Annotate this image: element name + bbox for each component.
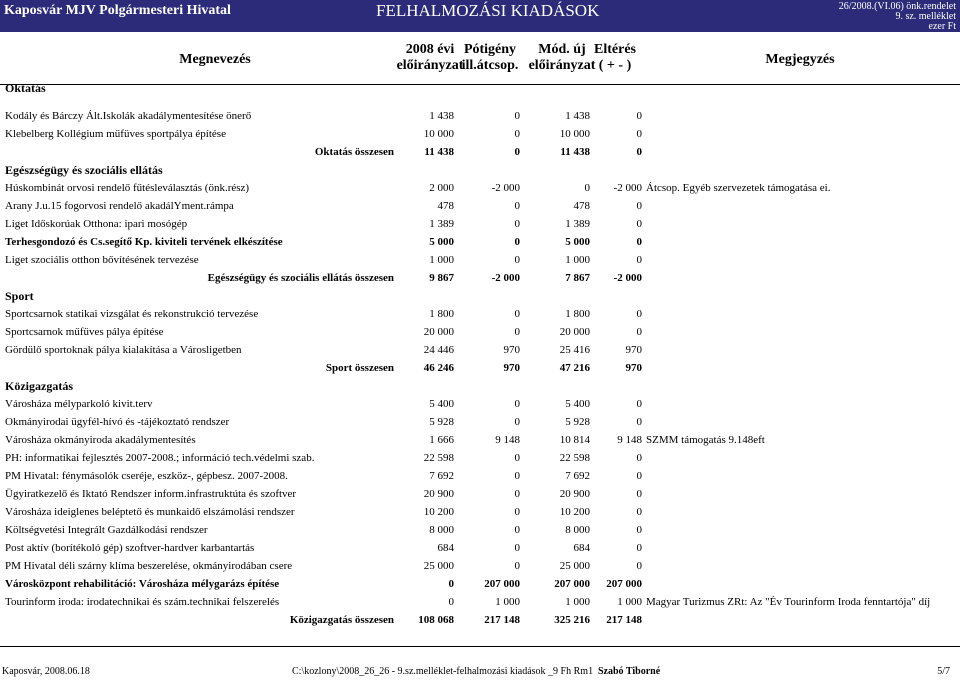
- document-title: FELHALMOZÁSI KIADÁSOK: [376, 1, 600, 20]
- original-appropriation-value: 5 928: [429, 416, 454, 428]
- section-heading: Egészségügy és szociális ellátás: [5, 163, 163, 177]
- col-header-supplement: Pótigény ill.átcsop.: [461, 42, 519, 73]
- item-label: Liget Időskorúak Otthona: ipari mosógép: [5, 218, 188, 230]
- original-appropriation-value: 478: [437, 200, 454, 212]
- subtotal-row: [0, 611, 960, 629]
- item-label: Terhesgondozó és Cs.segítő Kp. kiviteli tervének elkészítése: [5, 236, 283, 248]
- section-heading-row: [0, 161, 960, 179]
- modified-appropriation-value: 478: [573, 200, 590, 212]
- footer-place-date: Kaposvár, 2008.06.18: [2, 666, 90, 677]
- modified-appropriation-value: 684: [573, 542, 590, 554]
- document-header-bar: [0, 0, 960, 32]
- supplement-value: 0: [514, 326, 520, 338]
- supplement-value: 0: [514, 236, 520, 248]
- modified-appropriation-value: 20 900: [559, 488, 590, 500]
- original-appropriation-value: 1 800: [429, 308, 454, 320]
- item-label: Okmányirodai ügyfél-hívó és -tájékoztató rendszer: [5, 416, 230, 428]
- item-label: Gördülő sportoknak pálya kialakítása a Városligetben: [5, 344, 242, 356]
- remark: Átcsop. Egyéb szervezetek támogatása ei.: [646, 182, 831, 194]
- footer-file-path: C:\kozlony\2008_26_26 - 9.sz.melléklet-felhalmozási kiadások _9 Fh Rm1: [292, 666, 594, 677]
- col-header-name: Megnevezés: [179, 52, 251, 67]
- table-row: [0, 431, 960, 449]
- col-header-note: Megjegyzés: [765, 52, 835, 67]
- supplement-value: 0: [514, 308, 520, 320]
- modified-appropriation-value: 1 438: [565, 110, 590, 122]
- difference-value: 0: [636, 254, 642, 266]
- difference-value: 0: [636, 200, 642, 212]
- supplement-value: 0: [514, 110, 520, 122]
- difference-value: 0: [636, 470, 642, 482]
- supplement-value: 0: [514, 470, 520, 482]
- supplement-value: 0: [514, 506, 520, 518]
- modified-appropriation-value: 7 692: [565, 470, 590, 482]
- supplement-value: 0: [514, 398, 520, 410]
- item-label: Városközpont rehabilitáció: Városháza mélygarázs építése: [5, 578, 280, 590]
- original-appropriation-value: 20 000: [423, 326, 454, 338]
- table-row: [0, 341, 960, 359]
- table-row: [0, 449, 960, 467]
- modified-appropriation-value: 1 000: [565, 254, 590, 266]
- section-heading: Sport: [5, 289, 34, 303]
- supplement-value: 1 000: [495, 596, 520, 608]
- footer-page-number: 5/7: [937, 666, 950, 677]
- modified-appropriation-value: 7 867: [565, 272, 590, 284]
- annex-number: 9. sz. melléklet: [895, 11, 956, 22]
- table-row: [0, 467, 960, 485]
- difference-value: 0: [636, 110, 642, 122]
- supplement-value: 0: [514, 200, 520, 212]
- decree-reference: 26/2008.(VI.06) önk.rendelet: [838, 1, 956, 12]
- difference-value: 0: [636, 236, 642, 248]
- supplement-value: 0: [514, 146, 520, 158]
- modified-appropriation-value: 1 800: [565, 308, 590, 320]
- table-row: [0, 557, 960, 575]
- subtotal-label: Sport összesen: [325, 362, 394, 374]
- modified-appropriation-value: 1 389: [565, 218, 590, 230]
- modified-appropriation-value: 325 216: [554, 614, 590, 626]
- remark: SZMM támogatás 9.148eft: [646, 434, 765, 446]
- item-label: Post aktív (borítékoló gép) szoftver-hardver karbantartás: [5, 542, 255, 554]
- table-row: [0, 395, 960, 413]
- difference-value: 0: [636, 146, 642, 158]
- table-row: [0, 233, 960, 251]
- original-appropriation-value: 2 000: [429, 182, 454, 194]
- difference-value: -2 000: [613, 272, 642, 284]
- difference-value: 207 000: [606, 578, 642, 590]
- modified-appropriation-value: 1 000: [565, 596, 590, 608]
- supplement-value: 0: [514, 254, 520, 266]
- difference-value: 0: [636, 218, 642, 230]
- table-row: [0, 503, 960, 521]
- item-label: Sportcsarnok műfüves pálya építése: [5, 326, 164, 338]
- item-label: Költségvetési Integrált Gazdálkodási rendszer: [5, 524, 208, 536]
- supplement-value: 0: [514, 128, 520, 140]
- original-appropriation-value: 1 000: [429, 254, 454, 266]
- table-row: [0, 485, 960, 503]
- supplement-value: 207 000: [484, 578, 520, 590]
- organization-name: Kaposvár MJV Polgármesteri Hivatal: [4, 3, 231, 18]
- supplement-value: 0: [514, 218, 520, 230]
- subtotal-row: [0, 269, 960, 287]
- remark: Magyar Turizmus ZRt: Az "Év Tourinform Iroda fenntartója" díj: [646, 596, 931, 608]
- modified-appropriation-value: 0: [584, 182, 590, 194]
- table-row: [0, 215, 960, 233]
- supplement-value: 0: [514, 542, 520, 554]
- item-label: Sportcsarnok statikai vizsgálat és rekonstrukció tervezése: [5, 308, 259, 320]
- difference-value: 0: [636, 506, 642, 518]
- supplement-value: 970: [503, 344, 520, 356]
- difference-value: 0: [636, 416, 642, 428]
- original-appropriation-value: 11 438: [424, 146, 454, 158]
- item-label: Liget szociális otthon bővítésének tervezése: [5, 254, 199, 266]
- item-label: Városháza mélyparkoló kivit.terv: [5, 398, 153, 410]
- modified-appropriation-value: 8 000: [565, 524, 590, 536]
- difference-value: 0: [636, 542, 642, 554]
- section-heading-row: [0, 79, 960, 97]
- item-label: Húskombinát orvosi rendelő fűtésleválasztás (önk.rész): [5, 182, 250, 194]
- difference-value: 0: [636, 308, 642, 320]
- footer-divider: [0, 646, 960, 647]
- modified-appropriation-value: 5 928: [565, 416, 590, 428]
- col-header-modified: Mód. új előirányzat: [528, 42, 596, 73]
- difference-value: 0: [636, 560, 642, 572]
- table-row: [0, 413, 960, 431]
- supplement-value: 0: [514, 452, 520, 464]
- difference-value: 1 000: [617, 596, 642, 608]
- difference-value: -2 000: [613, 182, 642, 194]
- item-label: Kodály és Bárczy Ált.Iskolák akadálymentesítése önerő: [5, 110, 252, 122]
- currency-unit: ezer Ft: [928, 21, 956, 32]
- item-label: Arany J.u.15 fogorvosi rendelő akadálYment.rámpa: [5, 200, 234, 212]
- supplement-value: 0: [514, 416, 520, 428]
- subtotal-label: Egészségügy és szociális ellátás összesen: [207, 272, 394, 284]
- supplement-value: 0: [514, 560, 520, 572]
- difference-value: 0: [636, 326, 642, 338]
- table-row: [0, 575, 960, 593]
- original-appropriation-value: 5 000: [429, 236, 454, 248]
- original-appropriation-value: 7 692: [429, 470, 454, 482]
- modified-appropriation-value: 10 200: [559, 506, 590, 518]
- col-header-difference: Eltérés ( + - ): [594, 42, 636, 73]
- original-appropriation-value: 8 000: [429, 524, 454, 536]
- original-appropriation-value: 46 246: [423, 362, 454, 374]
- item-label: Ügyiratkezelő és Iktató Rendszer inform.infrastruktúta és szoftver: [5, 488, 297, 500]
- original-appropriation-value: 9 867: [429, 272, 454, 284]
- table-row: [0, 197, 960, 215]
- table-row: [0, 125, 960, 143]
- supplement-value: -2 000: [491, 272, 520, 284]
- header-meta: [839, 2, 956, 32]
- section-heading: Oktatás: [5, 81, 46, 95]
- table-row: [0, 179, 960, 197]
- modified-appropriation-value: 11 438: [560, 146, 590, 158]
- modified-appropriation-value: 22 598: [559, 452, 590, 464]
- difference-value: 0: [636, 488, 642, 500]
- item-label: PH: informatikai fejlesztés 2007-2008.; információ tech.védelmi szab.: [5, 452, 315, 464]
- original-appropriation-value: 22 598: [423, 452, 454, 464]
- table-row: [0, 521, 960, 539]
- item-label: PM Hivatal déli szárny klíma beszerelése, okmányirodában csere: [5, 560, 293, 572]
- difference-value: 217 148: [606, 614, 642, 626]
- modified-appropriation-value: 10 000: [559, 128, 590, 140]
- difference-value: 9 148: [617, 434, 642, 446]
- modified-appropriation-value: 25 000: [559, 560, 590, 572]
- original-appropriation-value: 0: [448, 596, 454, 608]
- original-appropriation-value: 1 438: [429, 110, 454, 122]
- original-appropriation-value: 108 068: [418, 614, 454, 626]
- table-row: [0, 539, 960, 557]
- original-appropriation-value: 20 900: [423, 488, 454, 500]
- difference-value: 0: [636, 398, 642, 410]
- subtotal-label: Oktatás összesen: [314, 146, 394, 158]
- original-appropriation-value: 0: [448, 578, 454, 590]
- difference-value: 0: [636, 452, 642, 464]
- original-appropriation-value: 1 389: [429, 218, 454, 230]
- supplement-value: 970: [503, 362, 520, 374]
- original-appropriation-value: 10 200: [423, 506, 454, 518]
- original-appropriation-value: 25 000: [423, 560, 454, 572]
- original-appropriation-value: 10 000: [423, 128, 454, 140]
- item-label: PM Hivatal: fénymásolók cseréje, eszköz-, gépbesz. 2007-2008.: [5, 470, 288, 482]
- table-row: [0, 251, 960, 269]
- subtotal-row: [0, 143, 960, 161]
- modified-appropriation-value: 10 814: [559, 434, 590, 446]
- difference-value: 0: [636, 128, 642, 140]
- original-appropriation-value: 5 400: [429, 398, 454, 410]
- difference-value: 970: [625, 344, 642, 356]
- section-heading-row: [0, 377, 960, 395]
- supplement-value: 0: [514, 488, 520, 500]
- original-appropriation-value: 1 666: [429, 434, 454, 446]
- section-heading: Közigazgatás: [5, 379, 73, 393]
- item-label: Városháza okmányiroda akadálymentesítés: [5, 434, 196, 446]
- modified-appropriation-value: 47 216: [559, 362, 590, 374]
- footer-author: Szabó Tiborné: [598, 666, 661, 677]
- difference-value: 0: [636, 524, 642, 536]
- modified-appropriation-value: 5 400: [565, 398, 590, 410]
- modified-appropriation-value: 25 416: [559, 344, 590, 356]
- supplement-value: 9 148: [495, 434, 520, 446]
- item-label: Városháza ideiglenes beléptető és munkaidő elszámolási rendszer: [5, 506, 295, 518]
- modified-appropriation-value: 5 000: [565, 236, 590, 248]
- table-row: [0, 593, 960, 611]
- col-header-original: 2008 évi előirányzat: [396, 42, 464, 73]
- modified-appropriation-value: 20 000: [559, 326, 590, 338]
- supplement-value: 0: [514, 524, 520, 536]
- table-row: [0, 323, 960, 341]
- supplement-value: -2 000: [491, 182, 520, 194]
- modified-appropriation-value: 207 000: [554, 578, 590, 590]
- original-appropriation-value: 684: [437, 542, 454, 554]
- original-appropriation-value: 24 446: [423, 344, 454, 356]
- section-heading-row: [0, 287, 960, 305]
- table-row: [0, 305, 960, 323]
- table-row: [0, 107, 960, 125]
- difference-value: 970: [625, 362, 642, 374]
- subtotal-label: Közigazgatás összesen: [289, 614, 394, 626]
- supplement-value: 217 148: [484, 614, 520, 626]
- item-label: Tourinform iroda: irodatechnikai és szám.technikai felszerelés: [5, 596, 280, 608]
- item-label: Klebelberg Kollégium műfüves sportpálya építése: [5, 128, 226, 140]
- subtotal-row: [0, 359, 960, 377]
